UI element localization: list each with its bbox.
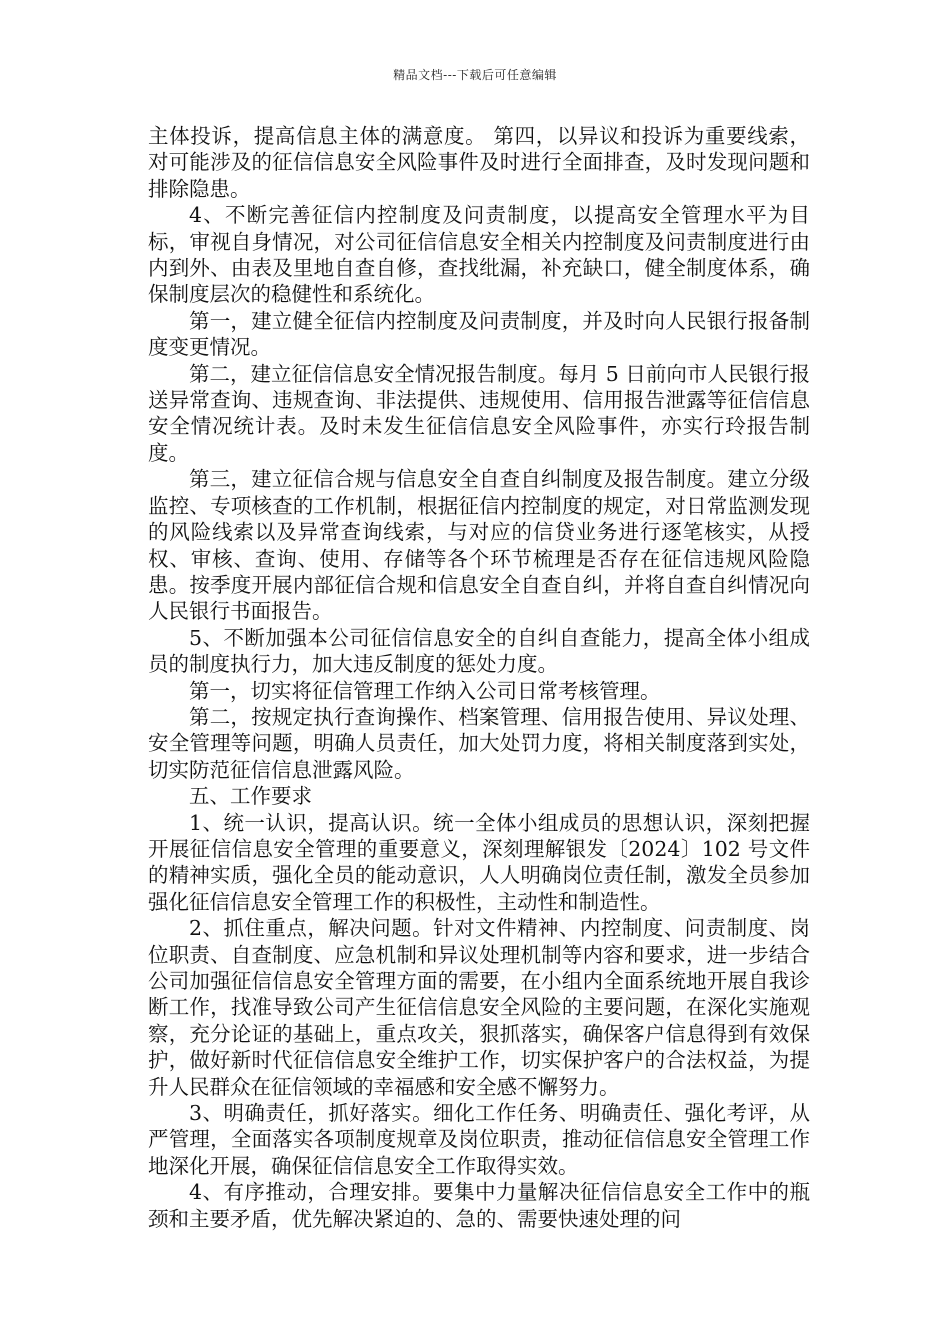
paragraph: 4、有序推动，合理安排。要集中力量解决征信信息安全工作中的瓶颈和主要矛盾，优先解决紧迫的、急的、需要快速处理的问 <box>148 1180 810 1231</box>
paragraph: 第一，切实将征信管理工作纳入公司日常考核管理。 <box>189 678 661 703</box>
paragraph: 第三，建立征信合规与信息安全自查自纠制度及报告制度。建立分级监控、专项核查的工作机制，根据征信内控制度的规定，对日常监测发现的风险线索以及异常查询线索，与对应的信贷业务进行逐笔核实，从授权、审核、查询、使用、存储等各个环节梳理是否存在征信违规风险隐患。按季度开展内部征信合规和信息安全自查自纠，并将自查自纠情况向人民银行书面报告。 <box>148 467 810 624</box>
paragraph: 3、明确责任，抓好落实。细化工作任务、明确责任、强化考评，从严管理，全面落实各项制度规章及岗位职责，推动征信信息安全管理工作地深化开展，确保征信信息安全工作取得实效。 <box>148 1101 810 1178</box>
paragraph: 第二，建立征信信息安全情况报告制度。每月 5 日前向市人民银行报送异常查询、违规查询、非法提供、违规使用、信用报告泄露等征信信息安全情况统计表。及时未发生征信信息安全风险事件，亦实行玲报告制度。 <box>148 361 810 465</box>
page-header: 精品文档---下载后可任意编辑 <box>393 68 557 82</box>
paragraph: 第二，按规定执行查询操作、档案管理、信用报告使用、异议处理、安全管理等问题，明确人员责任，加大处罚力度，将相关制度落到实处，切实防范征信信息泄露风险。 <box>148 704 810 782</box>
paragraph: 4、不断完善征信内控制度及问责制度，以提高安全管理水平为目标，审视自身情况，对公司征信信息安全相关内控制度及问责制度进行由内到外、由表及里地自查自修，查找纰漏，补充缺口，健全制度体系，确保制度层次的稳健性和系统化。 <box>148 203 810 307</box>
paragraph: 2、抓住重点，解决问题。针对文件精神、内控制度、问责制度、岗位职责、自查制度、应急机制和异议处理机制等内容和要求，进一步结合公司加强征信信息安全管理方面的需要，在小组内全面系统地开展自我诊断工作，找准导致公司产生征信信息安全风险的主要问题，在深化实施观察，充分论证的基础上，重点攻关，狠抓落实，确保客户信息得到有效保护，做好新时代征信信息安全维护工作，切实保护客户的合法权益，为提升人民群众在征信领域的幸福感和安全感不懈努力。 <box>148 916 810 1099</box>
paragraph: 1、统一认识，提高认识。统一全体小组成员的思想认识，深刻把握开展征信信息安全管理的重要意义，深刻理解银发〔2024〕102 号文件的精神实质，强化全员的能动意识，人人明确岗位责任制，激发全员参加强化征信信息安全管理工作的积极性，主动性和制造性。 <box>148 810 810 914</box>
paragraph: 5、不断加强本公司征信信息安全的自纠自查能力，提高全体小组成员的制度执行力，加大违反制度的惩处力度。 <box>148 625 810 677</box>
paragraph: 主体投诉，提高信息主体的满意度。 第四，以异议和投诉为重要线索，对可能涉及的征信信息安全风险事件及时进行全面排查，及时发现问题和排除隐患。 <box>148 124 810 201</box>
section-heading: 五、工作要求 <box>189 784 312 809</box>
document-body <box>148 123 810 1232</box>
paragraph: 第一，建立健全征信内控制度及问责制度，并及时向人民银行报备制度变更情况。 <box>148 308 810 360</box>
